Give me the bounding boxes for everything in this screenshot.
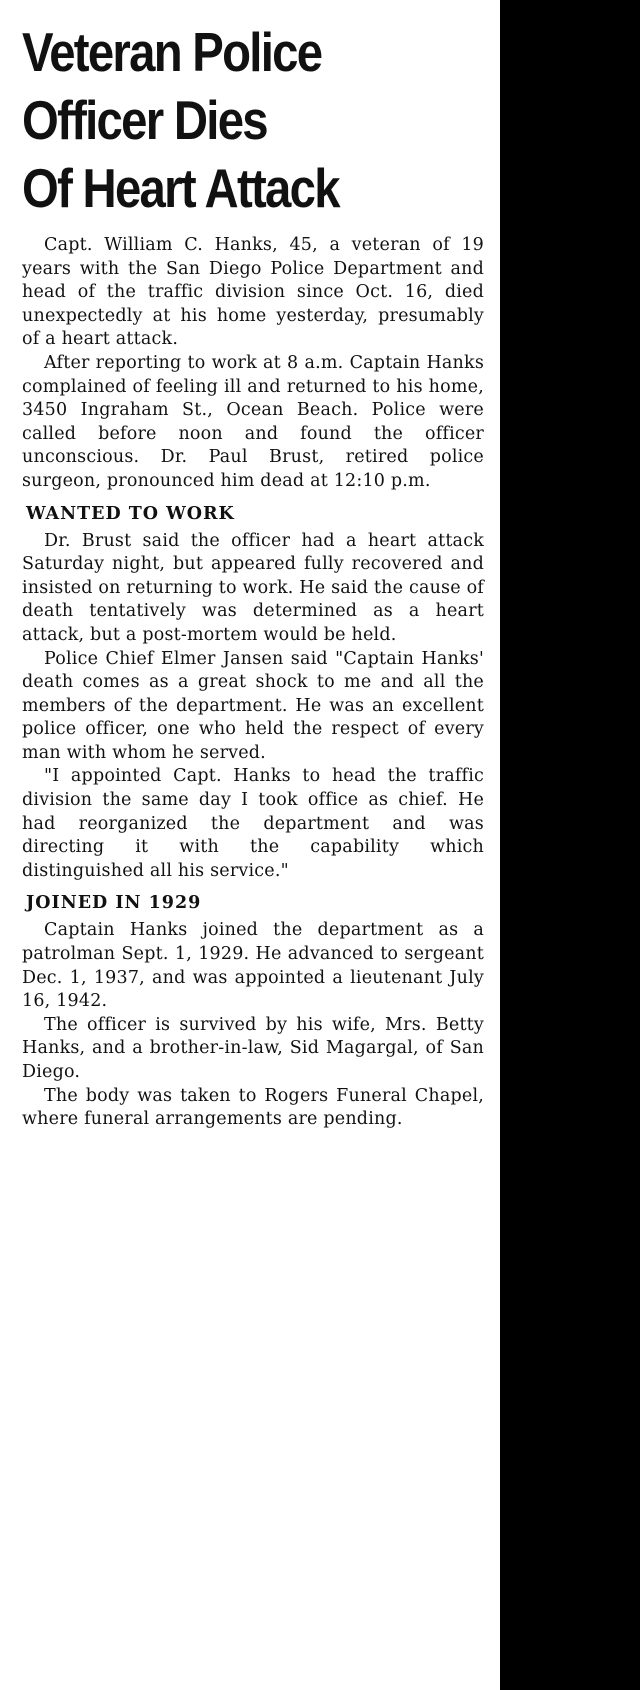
paragraph: Capt. William C. Hanks, 45, a veteran of 19 years with the San Diego Police Department and head of the traffic division since Oct. 16, died unexpectedly at his home yesterday, presumably of a heart attack. — [22, 235, 484, 350]
paragraph: "I appointed Capt. Hanks to head the traffic division the same day I took office as chief. He had reorganized the department and was directing it with the capability which distinguished all his service." — [22, 766, 484, 881]
paragraph: Dr. Brust said the officer had a heart attack Saturday night, but appeared fully recovered and insisted on returning to work. He said the cause of death tentatively was determined as a heart attack, but a post-mortem would be held. — [22, 530, 484, 645]
article-body — [22, 234, 484, 1132]
headline-line-2: Officer Dies — [22, 89, 267, 151]
paragraph: Police Chief Elmer Jansen said "Captain Hanks' death comes as a great shock to me and all the members of the department. He was an excellent police officer, one who held the respect of every man with whom he served. — [22, 648, 484, 763]
subhead-joined-in-1929: JOINED IN 1929 — [26, 893, 202, 914]
paragraph: Captain Hanks joined the department as a patrolman Sept. 1, 1929. He advanced to sergeant Dec. 1, 1937, and was appointed a lieutenant July 16, 1942. — [22, 920, 484, 1012]
paragraph: The officer is survived by his wife, Mrs. Betty Hanks, and a brother-in-law, Sid Magargal, of San Diego. — [22, 1014, 484, 1082]
paragraph: The body was taken to Rogers Funeral Chapel, where funeral arrangements are pending. — [22, 1085, 484, 1130]
headline-line-3: Of Heart Attack — [22, 157, 339, 219]
paragraph: After reporting to work at 8 a.m. Captain Hanks complained of feeling ill and returned to his home, 3450 Ingraham St., Ocean Beach. Police were called before noon and found the officer unconscious. Dr. Paul Brust, retired police surgeon, pronounced him dead at 12:10 p.m. — [22, 352, 484, 491]
headline — [22, 18, 486, 222]
headline-line-1: Veteran Police — [22, 21, 322, 83]
subhead-wanted-to-work: WANTED TO WORK — [26, 503, 235, 524]
